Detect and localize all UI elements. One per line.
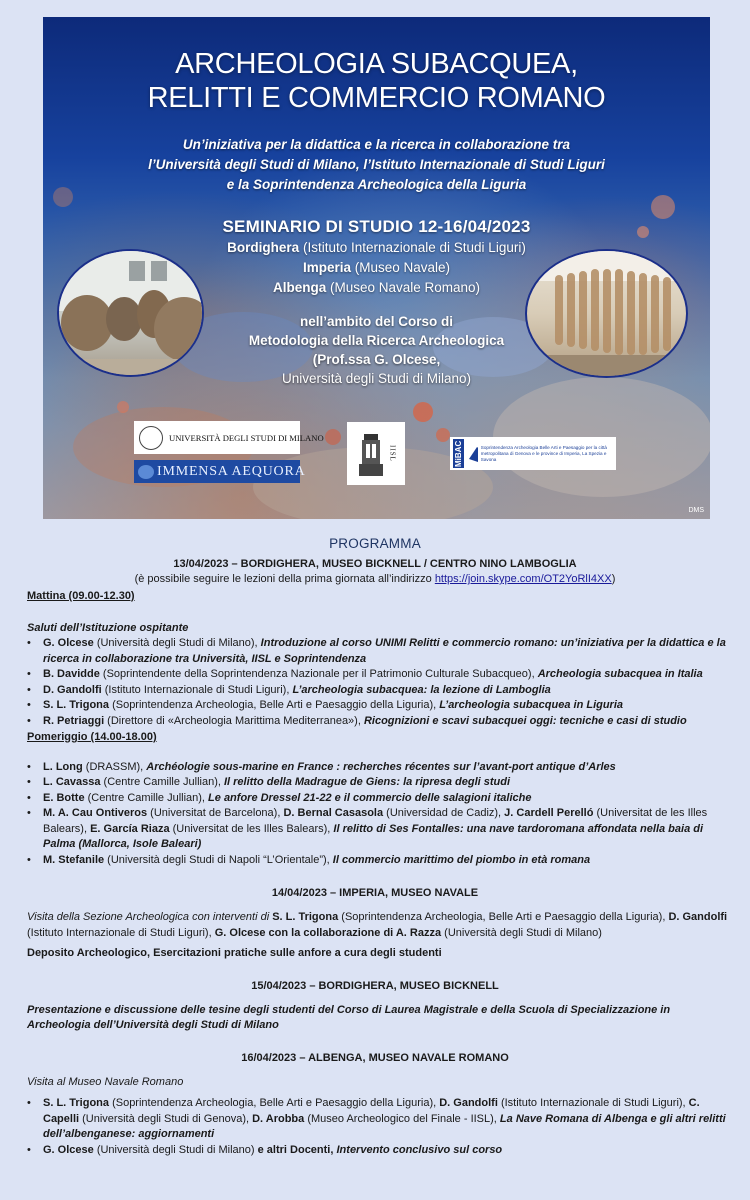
- talk-item: • B. Davidde (Soprintendente della Soprintendenza Nazionale per il Patrimonio Culturale Subacqueo), Archeologia subacquea in Italia: [27, 667, 728, 683]
- venue-albenga: Albenga (Museo Navale Romano): [272, 280, 481, 295]
- day4-title: 16/04/2023 – ALBENGA, MUSEO NAVALE ROMANO: [241, 1051, 509, 1064]
- day4-visit: Visita al Museo Navale Romano: [27, 1075, 184, 1088]
- day4-body: [0, 1075, 750, 1159]
- mibac-logo: MiBAC Soprintendenza Archeologia Belle Arti e Paesaggio per la città metropolitana di Genova e le province di Imperia, La Spezia e Savona: [450, 437, 616, 470]
- poster-title: [43, 47, 710, 115]
- course-info: nell’ambito del Corso di Metodologia della Ricerca Archeologica (Prof.ssa G. Olcese, Università degli Studi di Milano): [248, 314, 505, 386]
- day2-deposit: Deposito Archeologico, Esercitazioni pratiche sulle anfore a cura degli studenti: [27, 947, 442, 959]
- talk-item: • M. A. Cau Ontiveros (Universitat de Barcelona), D. Bernal Casasola (Universidad de Cadiz), J. Cardell Perelló (Universitat de les Illes Balears), E. García Riaza (Universitat de les Illes Balears), Il relitto di Ses Fontalles: una nave tardoromana affondata nella baia di Palma (Mallorca, Isole Baleari): [27, 806, 728, 853]
- title-line-2: RELITTI E COMMERCIO ROMANO: [147, 82, 606, 114]
- day2-body: [0, 910, 750, 962]
- day3-body: Presentazione e discussione delle tesine degli studenti del Corso di Laurea Magistrale e della Scuola di Specializzazione in Archeologia dell’Università degli Studi di Milano: [27, 1003, 671, 1031]
- title-line-1: ARCHEOLOGIA SUBACQUEA,: [175, 48, 578, 80]
- day1-morning: [0, 589, 750, 868]
- immensa-aequora-logo: IMMENSA AEQUORA: [134, 460, 300, 483]
- venue-bordighera: Bordighera (Istituto Internazionale di Studi Liguri): [227, 240, 526, 255]
- skype-link[interactable]: https://join.skype.com/OT2YoRlI4XX: [434, 573, 612, 585]
- programme-heading: PROGRAMMA: [329, 536, 421, 551]
- talk-item: • S. L. Trigona (Soprintendenza Archeologia, Belle Arti e Paesaggio della Liguria), D. Gandolfi (Istituto Internazionale di Studi Liguri), C. Capelli (Università degli Studi di Genova), D. Arobba (Museo Archeologico del Finale - IISL), La Nave Romana di Albenga e gli altri relitti dell’albenganese: aggiornamenti: [27, 1096, 728, 1143]
- poster-subtitle: [43, 135, 710, 195]
- day1-note: (è possibile seguire le lezioni della prima giornata all’indirizzo https://join.skype.com/OT2YoRlI4XX): [134, 573, 616, 585]
- iisl-logo: IISL: [347, 422, 405, 485]
- hero-poster: [43, 17, 710, 519]
- talk-item: • L. Cavassa (Centre Camille Jullian), Il relitto della Madrague de Giens: la ripresa degli studi: [27, 775, 728, 791]
- day2-title: 14/04/2023 – IMPERIA, MUSEO NAVALE: [271, 887, 479, 899]
- talk-item: • D. Gandolfi (Istituto Internazionale di Studi Liguri), L’archeologia subacquea: la lezione di Lamboglia: [27, 683, 728, 699]
- amphorae-photo-right: [525, 249, 688, 378]
- morning-session-label: Mattina (09.00-12.30): [27, 590, 135, 602]
- talk-item: • S. L. Trigona (Soprintendenza Archeologia, Belle Arti e Paesaggio della Liguria), L’archeologia subacquea in Liguria: [27, 698, 728, 714]
- unimi-seal-icon: [139, 426, 163, 450]
- talk-item: • G. Olcese (Università degli Studi di Milano) e altri Docenti, Intervento conclusivo sul corso: [27, 1143, 728, 1159]
- day1-title: 13/04/2023 – BORDIGHERA, MUSEO BICKNELL / CENTRO NINO LAMBOGLIA: [173, 558, 577, 570]
- venue-imperia: Imperia (Museo Navale): [302, 260, 451, 275]
- wave-icon: [138, 465, 154, 479]
- seminar-title: SEMINARIO DI STUDIO 12-16/04/2023: [222, 217, 531, 236]
- monument-icon: [356, 428, 386, 480]
- day2-visit: Visita della Sezione Archeologica con interventi di S. L. Trigona (Soprintendenza Archeologia, Belle Arti e Paesaggio della Liguria), D. Gandolfi (Istituto Internazionale di Studi Liguri), G. Olcese con la collaborazione di A. Razza (Università degli Studi di Milano): [27, 911, 728, 939]
- morning-talk-list: [27, 636, 728, 729]
- subtitle-line-1: Un’iniziativa per la didattica e la ricerca in collaborazione tra: [182, 137, 571, 152]
- afternoon-session-label: Pomeriggio (14.00-18.00): [27, 731, 157, 743]
- talk-item: • G. Olcese (Università degli Studi di Milano), Introduzione al corso UNIMI Relitti e commercio romano: un’iniziativa per la didattica e la ricerca in collaborazione tra Università, IISL e Soprintendenza: [27, 636, 728, 667]
- subtitle-line-3: e la Soprintendenza Archeologica della Liguria: [226, 177, 527, 192]
- talk-item: • R. Petriaggi (Direttore di «Archeologia Marittima Mediterranea»), Ricognizioni e scavi subacquei oggi: tecniche e casi di studio: [27, 714, 728, 730]
- day4-talk-list: [27, 1096, 728, 1158]
- talk-item: • L. Long (DRASSM), Archéologie sous-marine en France : recherches récentes sur l’avant-port antique d’Arles: [27, 760, 728, 776]
- day3-title: 15/04/2023 – BORDIGHERA, MUSEO BICKNELL: [251, 979, 499, 992]
- talk-item: • E. Botte (Centre Camille Jullian), Le anfore Dressel 21-22 e il commercio delle salagioni italiche: [27, 791, 728, 807]
- greeting-label: Saluti dell’Istituzione ospitante: [27, 621, 189, 634]
- unimi-logo: UNIVERSITÀ DEGLI STUDI DI MILANO: [134, 421, 300, 454]
- programme: [0, 530, 750, 1158]
- photo-credit: DMS: [688, 507, 704, 514]
- amphorae-photo-left: [57, 249, 204, 377]
- mibac-emblem-icon: [467, 443, 478, 465]
- afternoon-talk-list: [27, 760, 728, 869]
- subtitle-line-2: l’Università degli Studi di Milano, l’Istituto Internazionale di Studi Liguri: [148, 157, 605, 172]
- talk-item: • M. Stefanile (Università degli Studi di Napoli “L’Orientale”), Il commercio marittimo del piombo in età romana: [27, 853, 728, 869]
